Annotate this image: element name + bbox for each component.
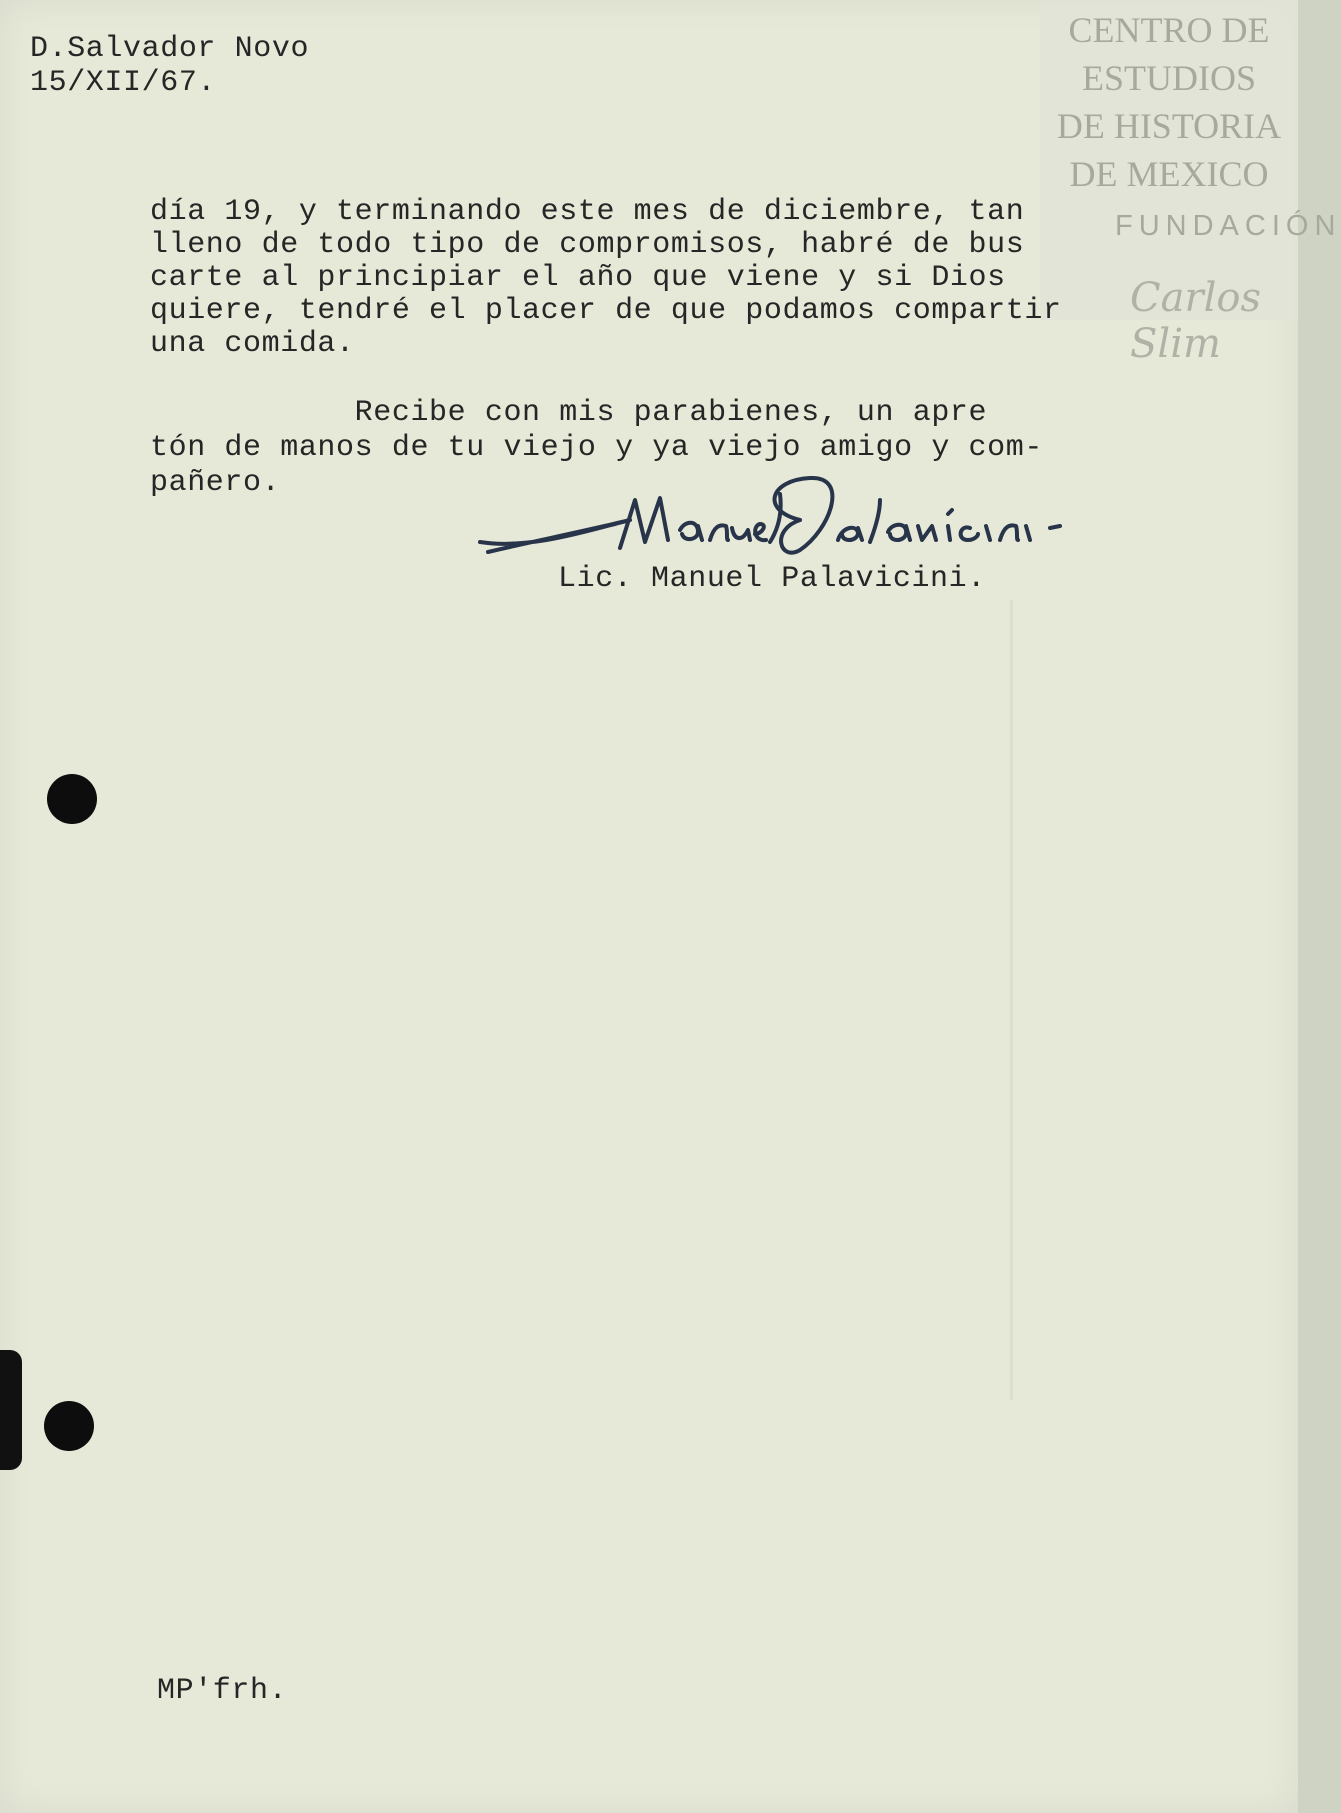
stamp-fundacion: FUNDACIÓN bbox=[1115, 210, 1341, 242]
body-line: quiere, tendré el placer de que podamos compartir bbox=[150, 294, 1062, 328]
body-line: día 19, y terminando este mes de diciembre, tan bbox=[150, 195, 1025, 229]
recipient-block bbox=[30, 32, 309, 100]
letter-date: 15/XII/67. bbox=[30, 66, 217, 100]
stamp-line: DE MEXICO bbox=[1069, 154, 1269, 194]
punch-hole bbox=[47, 774, 97, 824]
closing-line: tón de manos de tu viejo y ya viejo amigo y com- bbox=[150, 431, 1043, 465]
body-line: lleno de todo tipo de compromisos, habré de bus bbox=[150, 228, 1025, 262]
body-line: una comida. bbox=[150, 327, 355, 361]
body-line: carte al principiar el año que viene y si Dios bbox=[150, 261, 1006, 295]
stamp-line: ESTUDIOS bbox=[1081, 58, 1256, 98]
closing-line: pañero. bbox=[150, 466, 281, 500]
stamp-slim-logo: Carlos Slim bbox=[1130, 275, 1261, 367]
binding-tear bbox=[0, 1350, 22, 1470]
signer-name: Lic. Manuel Palavicini. bbox=[558, 562, 986, 596]
stamp-line: DE HISTORIA bbox=[1056, 106, 1282, 146]
archive-stamp bbox=[1040, 6, 1298, 198]
closing-line: Recibe con mis parabienes, un apre bbox=[150, 396, 988, 430]
punch-hole bbox=[44, 1401, 94, 1451]
recipient-name: D.Salvador Novo bbox=[30, 32, 310, 66]
paper-fold bbox=[1010, 600, 1013, 1400]
handwritten-signature bbox=[470, 470, 1190, 565]
typist-initials: MP'frh. bbox=[157, 1674, 288, 1708]
stamp-line: CENTRO DE bbox=[1068, 10, 1270, 50]
letter-body bbox=[150, 196, 1062, 361]
